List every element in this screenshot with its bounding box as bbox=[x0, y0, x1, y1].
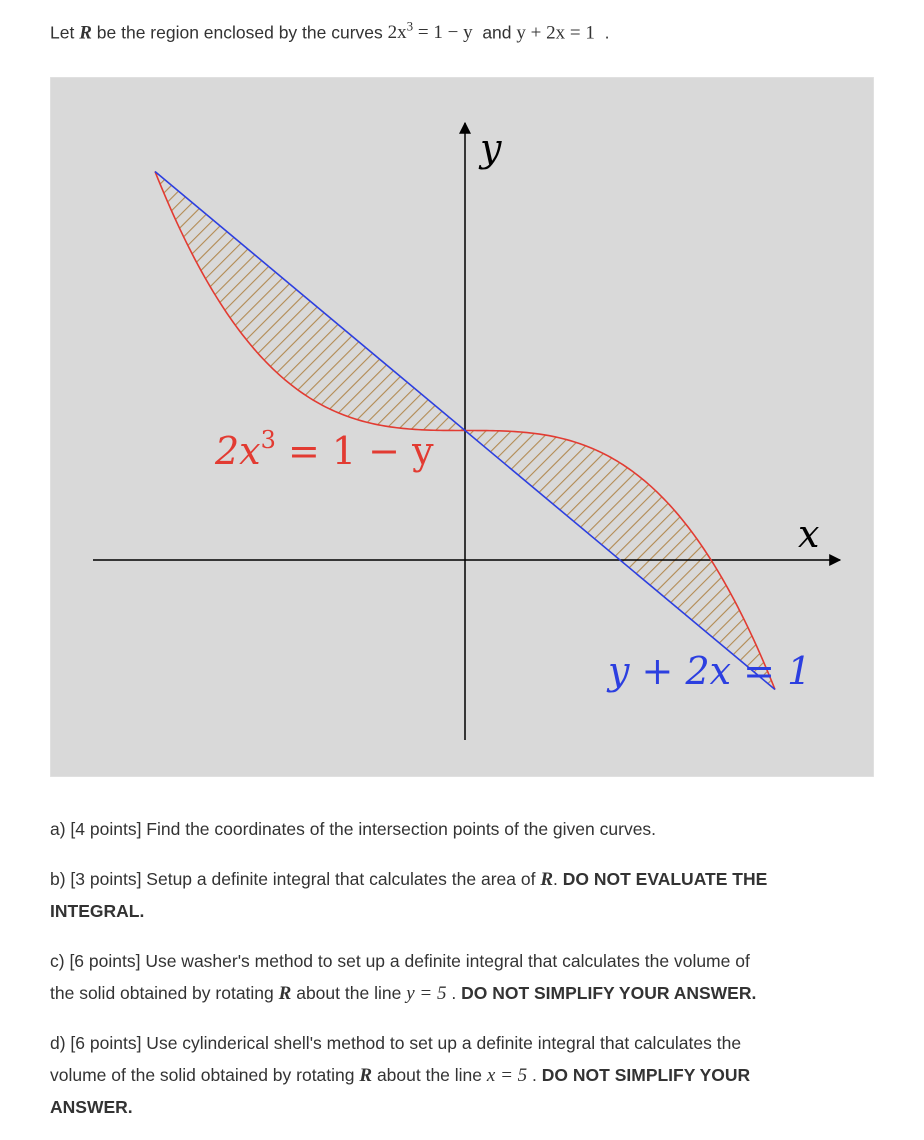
intro-region-var: R bbox=[79, 22, 92, 44]
region-figure bbox=[50, 77, 874, 777]
question-b-var: R bbox=[540, 869, 554, 890]
question-b-text: b) [3 points] Setup a definite integral that calculates the area of bbox=[50, 869, 536, 889]
question-c-middle: about the line bbox=[296, 983, 402, 1003]
intro-curve1: $2x^3 = 1 - y$ bbox=[387, 19, 473, 44]
x-axis-label: x bbox=[798, 512, 820, 556]
intro-middle: be the region enclosed by the curves bbox=[96, 22, 383, 43]
question-c-text1: c) [6 points] Use washer's method to set up a definite integral that calculates the volume of bbox=[50, 951, 750, 971]
question-c-prefix: the solid obtained by rotating bbox=[50, 983, 274, 1003]
question-c-eq: y = 5 bbox=[406, 983, 447, 1004]
question-a-text: a) [4 points] Find the coordinates of the intersection points of the given curves. bbox=[50, 819, 657, 839]
intro-end: . bbox=[604, 22, 610, 43]
question-d-bold2: ANSWER. bbox=[50, 1097, 133, 1117]
question-b-bold1: DO NOT EVALUATE THE bbox=[562, 869, 768, 889]
question-b-dot: . bbox=[553, 869, 558, 889]
question-d-dot: . bbox=[532, 1065, 537, 1085]
question-b-line2 bbox=[50, 895, 880, 927]
intro-prefix: Let bbox=[50, 22, 75, 43]
question-d-line3 bbox=[50, 1091, 880, 1123]
question-d-bold1: DO NOT SIMPLIFY YOUR bbox=[541, 1065, 751, 1085]
question-c-bold: DO NOT SIMPLIFY YOUR ANSWER. bbox=[461, 983, 757, 1003]
question-b-line1 bbox=[50, 863, 880, 896]
question-d-var: R bbox=[359, 1065, 373, 1086]
question-d-eq: x = 5 bbox=[486, 1065, 528, 1086]
question-c-line2 bbox=[50, 977, 880, 1010]
question-d-line1 bbox=[50, 1027, 880, 1059]
question-d-line2 bbox=[50, 1059, 880, 1092]
question-b-bold2: INTEGRAL. bbox=[50, 901, 145, 921]
question-a bbox=[50, 813, 880, 845]
question-d-text1: d) [6 points] Use cylinderical shell's method to set up a definite integral that calculates the bbox=[50, 1033, 742, 1053]
cubic-label: $2x^3 = 1 - y$ bbox=[215, 426, 434, 473]
question-d-middle: about the line bbox=[376, 1065, 483, 1085]
question-c-dot: . bbox=[451, 983, 457, 1003]
question-c-line1 bbox=[50, 945, 880, 977]
intro-sentence bbox=[50, 11, 880, 49]
question-d-prefix: volume of the solid obtained by rotating bbox=[50, 1065, 355, 1085]
y-axis-label: y bbox=[480, 126, 502, 170]
intro-curve2: y + 2x = 1 bbox=[516, 22, 595, 44]
question-c-var: R bbox=[278, 983, 292, 1004]
intro-and: and bbox=[482, 22, 512, 43]
line-label: y + 2x = 1 bbox=[608, 649, 812, 693]
